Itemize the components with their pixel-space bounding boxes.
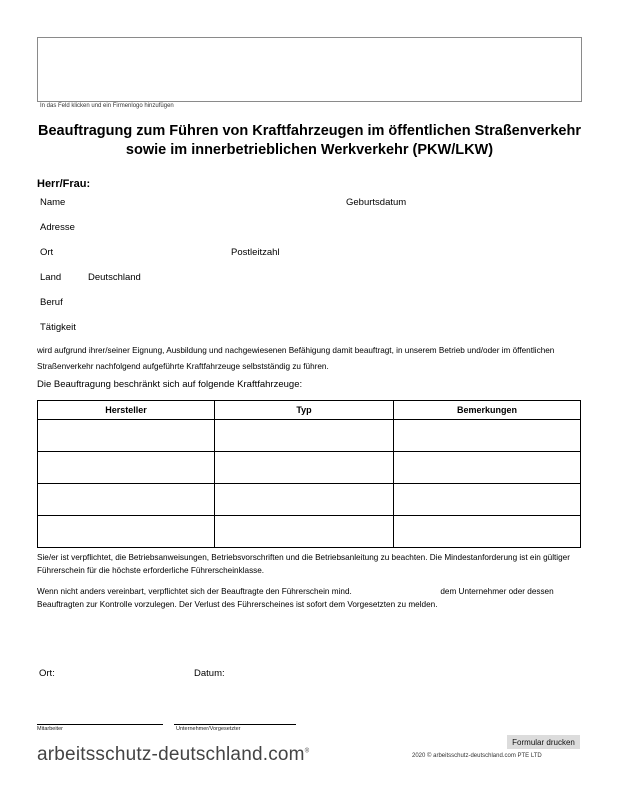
header-hersteller: Hersteller — [38, 401, 215, 420]
brand-name: arbeitsschutz-deutschland.com — [37, 744, 305, 765]
cell-bemerkungen[interactable] — [394, 452, 581, 484]
birthdate-label: Geburtsdatum — [346, 197, 407, 208]
cell-typ[interactable] — [215, 484, 394, 516]
cell-hersteller[interactable] — [38, 452, 215, 484]
vehicle-table — [37, 400, 581, 548]
license-text-b: dem Unternehmer oder dessen Beauftragten zur Kontrolle vorzulegen. Der Verlust des Führerscheines ist sofort dem Vorgesetzten zu melden. — [37, 587, 554, 609]
section-heading: Herr/Frau: — [37, 178, 91, 190]
table-row — [38, 420, 581, 452]
cell-typ[interactable] — [215, 516, 394, 548]
signature-line-employee[interactable] — [37, 724, 163, 725]
license-text-a: Wenn nicht anders vereinbart, verpflichtet sich der Beauftragte den Führerschein mind. — [37, 587, 352, 596]
vehicle-restriction-text: Die Beauftragung beschränkt sich auf folgende Kraftfahrzeuge: — [37, 379, 303, 390]
signature-label-employee: Mitarbeiter — [37, 726, 63, 732]
signature-label-employer: Unternehmer/Vorgesetzter — [176, 726, 241, 732]
header-bemerkungen: Bemerkungen — [394, 401, 581, 420]
intro-text: wird aufgrund ihrer/seiner Eignung, Ausbildung und nachgewiesenen Befähigung damit beauftragt, in unserem Betrieb und/oder im öffentlichen Straßenverkehr nachfolgend aufgeführte Kraftfahrzeuge selbstständig zu führen. — [37, 346, 555, 371]
place-label: Ort: — [39, 668, 55, 679]
logo-upload-field[interactable] — [37, 37, 582, 102]
signature-line-employer[interactable] — [174, 724, 296, 725]
city-label: Ort — [40, 247, 54, 258]
cell-bemerkungen[interactable] — [394, 516, 581, 548]
table-row — [38, 452, 581, 484]
cell-bemerkungen[interactable] — [394, 420, 581, 452]
document-title — [0, 122, 619, 160]
country-value[interactable]: Deutschland — [88, 272, 141, 283]
table-row — [38, 484, 581, 516]
cell-typ[interactable] — [215, 452, 394, 484]
logo-hint: In das Feld klicken und ein Firmenlogo hinzufügen — [40, 103, 174, 109]
postal-code-label: Postleitzahl — [231, 247, 280, 258]
cell-typ[interactable] — [215, 420, 394, 452]
obligation-text: Sie/er ist verpflichtet, die Betriebsanweisungen, Betriebsvorschriften und die Betriebsanleitung zu beachten. Die Mindestanforderung ist ein gültiger Führerschein für die höchste erforderliche Führerscheinklasse. — [37, 553, 570, 575]
print-form-button[interactable]: Formular drucken — [507, 735, 580, 749]
license-text — [37, 585, 585, 611]
registered-mark: ® — [304, 748, 310, 755]
table-row — [38, 516, 581, 548]
activity-label: Tätigkeit — [40, 322, 76, 333]
brand-logo — [37, 744, 309, 766]
address-label: Adresse — [40, 222, 75, 233]
cell-bemerkungen[interactable] — [394, 484, 581, 516]
cell-hersteller[interactable] — [38, 516, 215, 548]
profession-label: Beruf — [40, 297, 63, 308]
header-typ: Typ — [215, 401, 394, 420]
table-header-row — [38, 401, 581, 420]
country-label: Land — [40, 272, 62, 283]
cell-hersteller[interactable] — [38, 484, 215, 516]
name-label: Name — [40, 197, 66, 208]
title-line-2: sowie im innerbetrieblichen Werkverkehr (PKW/LKW) — [125, 142, 494, 158]
title-line-1: Beauftragung zum Führen von Kraftfahrzeugen im öffentlichen Straßenverkehr — [37, 123, 581, 139]
date-label: Datum: — [194, 668, 225, 679]
copyright: 2020 © arbeitsschutz-deutschland.com PTE LTD — [412, 753, 542, 759]
cell-hersteller[interactable] — [38, 420, 215, 452]
